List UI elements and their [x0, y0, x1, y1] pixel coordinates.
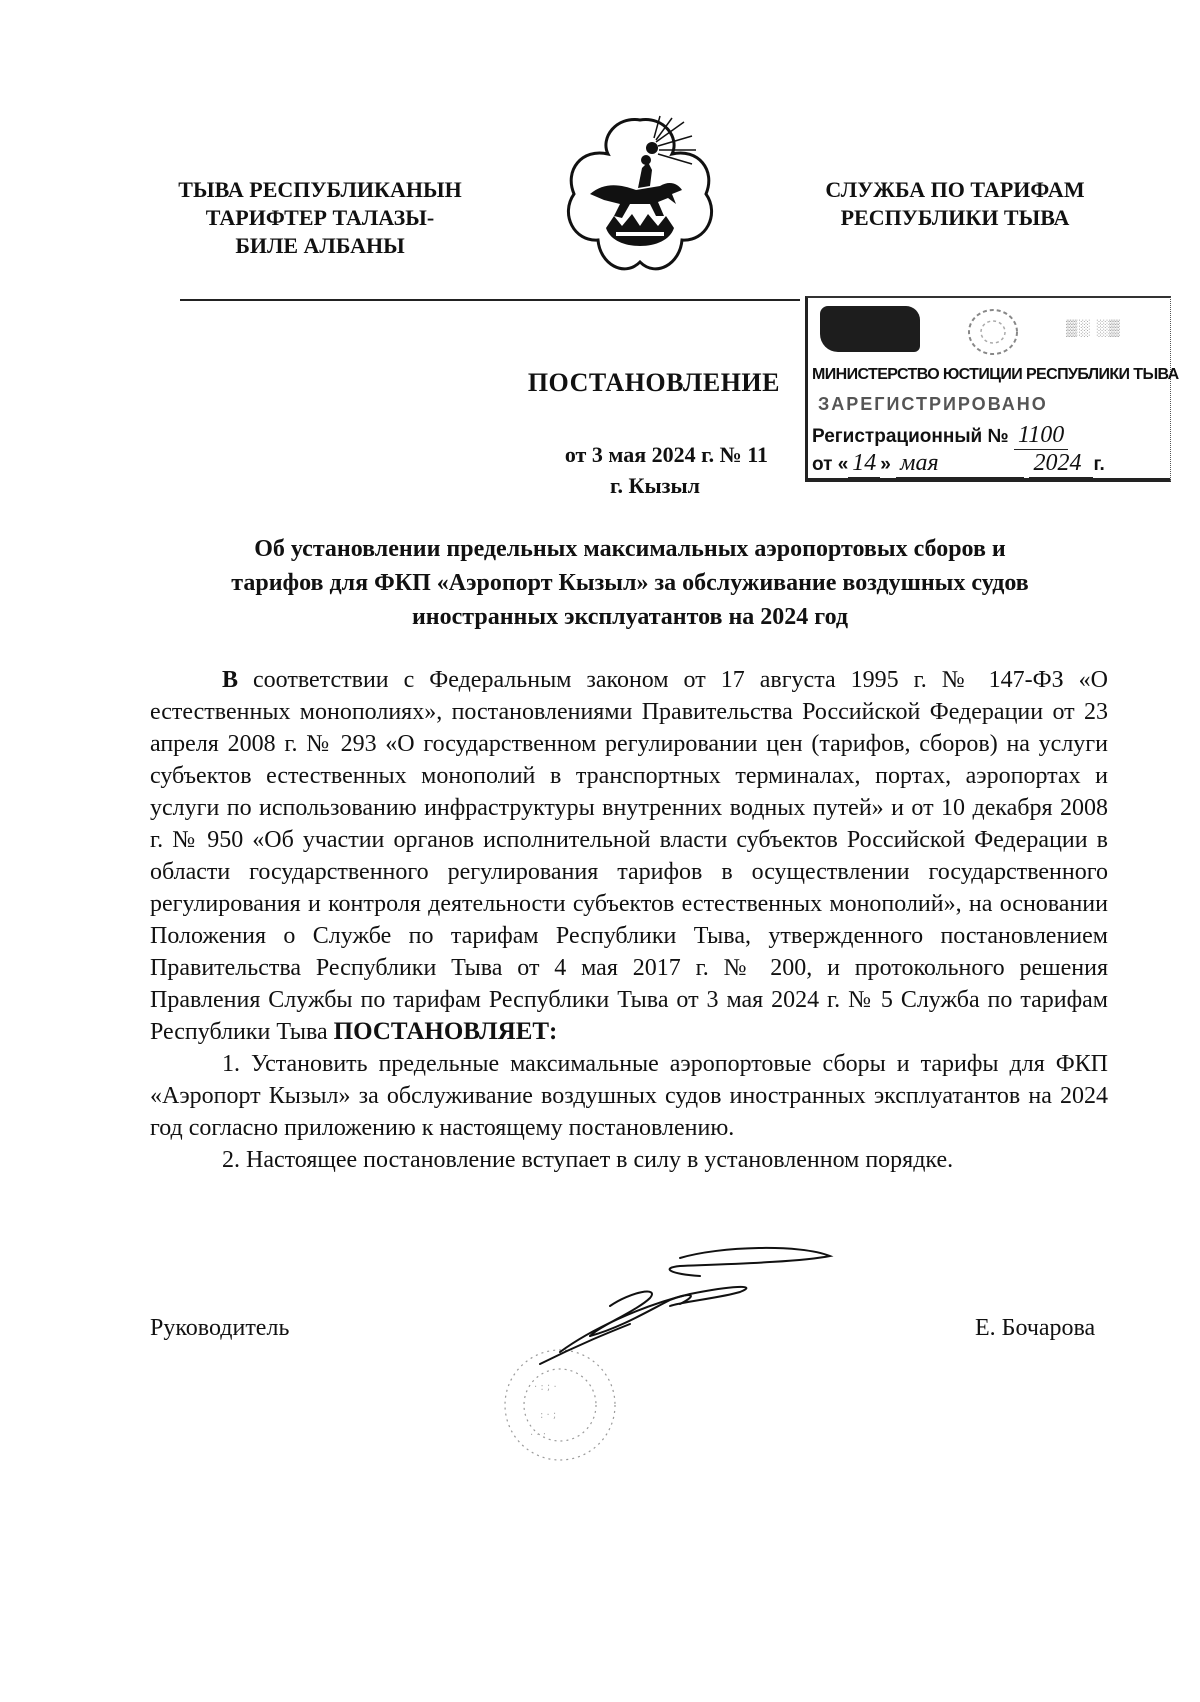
document-city: г. Кызыл	[610, 473, 700, 498]
svg-text:: · ;: : · ;	[540, 1410, 557, 1421]
preamble-paragraph	[150, 664, 1108, 1048]
document-type: ПОСТАНОВЛЕНИЕ	[527, 368, 780, 397]
stamp-date-suffix: г.	[1093, 454, 1105, 475]
resolution-item: 1. Установить предельные максимальные аэропортовые сборы и тарифы для ФКП «Аэропорт Кызыл» за обслуживание воздушных судов иностранных эксплуатантов на 2024 год согласно приложению к настоящему постановлению.	[150, 1051, 1108, 1141]
resolution-item: 2. Настоящее постановление вступает в силу в установленном порядке.	[222, 1147, 954, 1173]
stamp-date	[812, 450, 1105, 478]
title-line: иностранных эксплуатантов на 2024 год	[411, 604, 849, 630]
stamp-date-year: 2024	[1029, 450, 1093, 478]
header-right-line: РЕСПУБЛИКИ ТЫВА	[840, 205, 1070, 230]
stamp-ministry: МИНИСТЕРСТВО ЮСТИЦИИ РЕСПУБЛИКИ ТЫВА	[812, 366, 1179, 383]
stamp-registration	[812, 422, 1068, 450]
header-divider	[180, 299, 800, 301]
svg-text:· : ; ·: · : ; ·	[534, 1382, 557, 1393]
stamp-date-prefix: от «	[812, 454, 849, 475]
stamp-faint-marks: ▒░ ░▒	[1066, 320, 1121, 337]
stamp-date-month: мая	[896, 450, 1024, 478]
title-line: тарифов для ФКП «Аэропорт Кызыл» за обслуживание воздушных судов	[231, 570, 1029, 596]
header-right-line: СЛУЖБА ПО ТАРИФАМ	[825, 177, 1085, 202]
tuva-coat-of-arms-icon	[560, 112, 720, 282]
stamp-reg-label: Регистрационный №	[812, 426, 1009, 447]
preamble-text: соответствии с Федеральным законом от 17 августа 1995 г. № 147-ФЗ «О естественных монополиях», постановлениями Правительства Российской Федерации от 23 апреля 2008 г. № 293 «О государственном регулировании цен (тарифов, сборов) на услуги субъектов естественных монополий в транспортных терминалах, портах, аэропортах и услуги по использованию инфраструктуры внутренних водных путей» и от 10 декабря 2008 г. № 950 «Об участии органов исполнительной власти субъектов Российской Федерации в области государственного регулирования тарифов в осуществлении государственного регулирования и контроля деятельности субъектов естественных монополий», на основании Положения о Службе по тарифам Республики Тыва, утвержденного постановлением Правительства Республики Тыва от 4 мая 2017 г. № 200, и протокольного решения Правления Службы по тарифам Республики Тыва от 3 мая 2024 г. № 5 Служба по тарифам Республики Тыва	[150, 667, 1108, 1045]
header-left-line: ТАРИФТЕР ТАЛАЗЫ-	[205, 205, 435, 230]
stamp-ink-blot	[820, 306, 920, 352]
preamble-lead: В	[222, 667, 239, 693]
header-right-russian	[790, 176, 1120, 232]
title-line: Об установлении предельных максимальных аэропортовых сборов и	[254, 536, 1006, 562]
document-date-number: от 3 мая 2024 г. № 11	[564, 442, 768, 467]
stamp-seal-icon	[963, 306, 1023, 358]
signer-position: Руководитель	[150, 1315, 290, 1341]
stamp-date-mid: »	[880, 454, 891, 475]
handwritten-signature-icon	[500, 1240, 920, 1490]
stamp-status: ЗАРЕГИСТРИРОВАНО	[818, 394, 1048, 414]
stamp-date-day: 14	[848, 450, 880, 478]
signer-name: Е. Бочарова	[975, 1315, 1096, 1341]
document-title	[150, 532, 1110, 634]
header-left-line: БИЛЕ АЛБАНЫ	[235, 233, 405, 258]
document-body	[150, 664, 1108, 1176]
svg-text:· · :: · · :	[530, 1430, 547, 1441]
header-left-line: ТЫВА РЕСПУБЛИКАНЫН	[178, 177, 462, 202]
header-left-tuvan	[150, 176, 490, 260]
registration-stamp	[805, 296, 1179, 482]
stamp-reg-number: 1100	[1014, 422, 1068, 450]
resolves-keyword: ПОСТАНОВЛЯЕТ:	[333, 1018, 558, 1045]
